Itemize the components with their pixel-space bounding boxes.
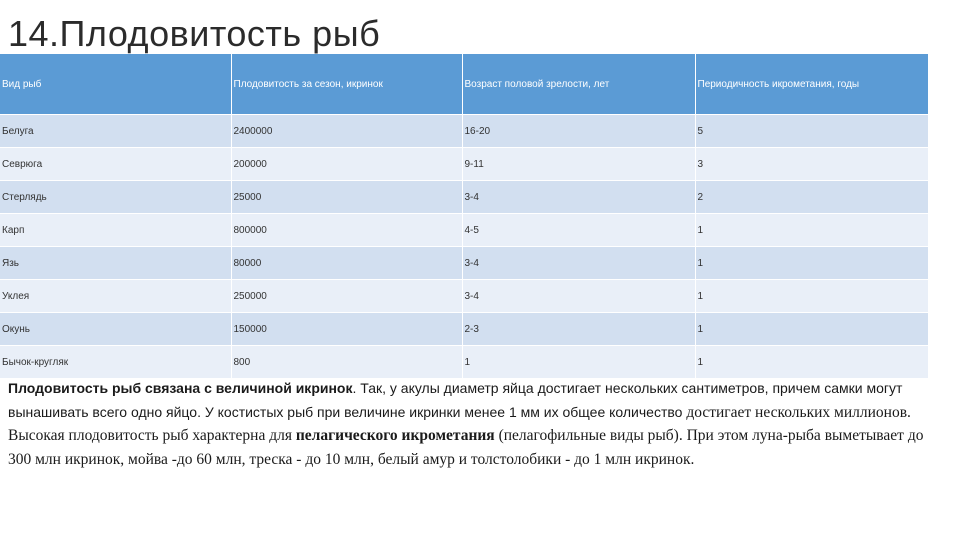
- table-row: [0, 280, 928, 313]
- body-paragraph: [8, 377, 948, 471]
- fish-fecundity-table: [0, 54, 929, 378]
- cell-maturity-age: 1: [462, 346, 695, 379]
- highlighted-term: пелагического икрометания: [295, 427, 495, 444]
- cell-species: Карп: [0, 214, 231, 247]
- cell-maturity-age: 3-4: [462, 181, 695, 214]
- lead-statement: Плодовитость рыб связана с величиной икринок: [8, 380, 353, 396]
- header-spawning-periodicity: Периодичность икрометания, годы: [695, 54, 928, 115]
- table-header-row: [0, 54, 928, 115]
- header-maturity-age: Возраст половой зрелости, лет: [462, 54, 695, 115]
- cell-periodicity: 1: [695, 280, 928, 313]
- cell-species: Севрюга: [0, 148, 231, 181]
- table-row: [0, 247, 928, 280]
- cell-periodicity: 5: [695, 115, 928, 148]
- cell-species: Окунь: [0, 313, 231, 346]
- cell-species: Бычок-кругляк: [0, 346, 231, 379]
- cell-periodicity: 3: [695, 148, 928, 181]
- cell-periodicity: 1: [695, 346, 928, 379]
- cell-maturity-age: 16-20: [462, 115, 695, 148]
- cell-periodicity: 2: [695, 181, 928, 214]
- cell-fecundity: 2400000: [231, 115, 462, 148]
- table-row: [0, 214, 928, 247]
- cell-periodicity: 1: [695, 247, 928, 280]
- cell-fecundity: 800: [231, 346, 462, 379]
- cell-periodicity: 1: [695, 313, 928, 346]
- table-row: [0, 181, 928, 214]
- cell-maturity-age: 4-5: [462, 214, 695, 247]
- header-fecundity: Плодовитость за сезон, икринок: [231, 54, 462, 115]
- cell-fecundity: 25000: [231, 181, 462, 214]
- table-row: [0, 313, 928, 346]
- table-row: [0, 115, 928, 148]
- header-species: Вид рыб: [0, 54, 231, 115]
- cell-fecundity: 200000: [231, 148, 462, 181]
- table-row: [0, 148, 928, 181]
- cell-species: Язь: [0, 247, 231, 280]
- table-row: [0, 346, 928, 379]
- cell-fecundity: 150000: [231, 313, 462, 346]
- cell-species: Стерлядь: [0, 181, 231, 214]
- paragraph-text-1: достигает нескольких миллионов. Высокая плодовитость рыб характерна для: [8, 403, 911, 444]
- cell-fecundity: 250000: [231, 280, 462, 313]
- cell-species: Белуга: [0, 115, 231, 148]
- cell-periodicity: 1: [695, 214, 928, 247]
- cell-maturity-age: 2-3: [462, 313, 695, 346]
- cell-maturity-age: 9-11: [462, 148, 695, 181]
- cell-maturity-age: 3-4: [462, 280, 695, 313]
- cell-species: Уклея: [0, 280, 231, 313]
- paragraph-text-2: (пелагофильные виды рыб). При этом луна-рыба выметывает до 300 млн икринок, мойва -до 60 млн, треска - до 10 млн, белый амур и толстолобики - до 1 млн икринок.: [8, 427, 924, 468]
- cell-maturity-age: 3-4: [462, 247, 695, 280]
- cell-fecundity: 80000: [231, 247, 462, 280]
- paragraph-sans-text: . Так, у акулы диаметр яйца достигает нескольких сантиметров, причем самки могут вынашивать всего одно яйцо. У костистых рыб при величине икринки менее 1 мм их общее количество: [8, 380, 903, 420]
- slide-title: 14.Плодовитость рыб: [8, 13, 381, 54]
- cell-fecundity: 800000: [231, 214, 462, 247]
